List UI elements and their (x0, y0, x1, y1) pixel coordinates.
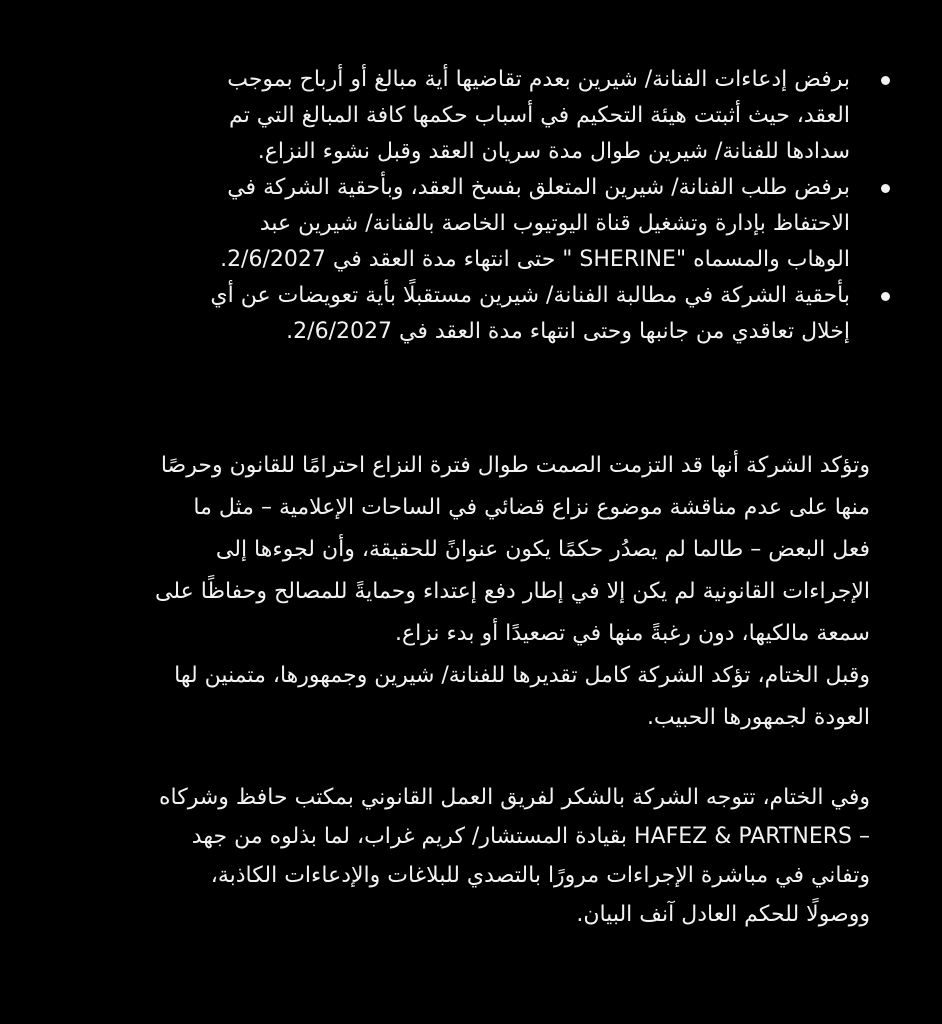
bullet-icon (881, 292, 890, 301)
text-line: بأحقية الشركة في مطالبة الفنانة/ شيرين مستقبلًا بأية تعويضات عن أي (210, 283, 850, 308)
bullet-icon (881, 184, 890, 193)
text-line: إخلال تعاقدي من جانبها وحتى انتهاء مدة العقد في 2/6/2027. (286, 319, 850, 344)
text-line: الاحتفاظ بإدارة وتشغيل قناة اليوتيوب الخاصة بالفنانة/ شيرين عبد (259, 211, 850, 236)
paragraph-closing (70, 778, 870, 934)
list-item (72, 170, 902, 278)
text-line: – HAFEZ & PARTNERS بقيادة المستشار/ كريم غراب، لما بذلوه من جهد (191, 824, 870, 849)
text-line: العقد، حيث أثبتت هيئة التحكيم في أسباب حكمها كافة المبالغ التي تم (229, 103, 850, 128)
text-line: الإجراءات القانونية لم يكن إلا في إطار دفع إعتداء وحمايةً للمصالح وحفاظًا على (155, 579, 870, 604)
text-line: وتؤكد الشركة أنها قد التزمت الصمت طوال فترة النزاع احترامًا للقانون وحرصًا (160, 453, 870, 478)
bullet-icon (881, 76, 890, 85)
text-line: برفض إدعاءات الفنانة/ شيرين بعدم تقاضيها أية مبالغ أو أرباح بموجب (227, 67, 850, 92)
bullet-list (72, 62, 902, 350)
list-item (72, 62, 902, 170)
text-line: وقبل الختام، تؤكد الشركة كامل تقديرها للفنانة/ شيرين وجمهورها، متمنين لها (174, 663, 870, 688)
text-line: وتفاني في مباشرة الإجراءات مرورًا بالتصدي للبلاغات والإدعاءات الكاذبة، (210, 863, 870, 888)
paragraph-statement (70, 445, 870, 739)
text-line: العودة لجمهورها الحبيب. (646, 705, 870, 730)
text-line: سدادها للفنانة/ شيرين طوال مدة سريان العقد وقبل نشوء النزاع. (257, 139, 850, 164)
text-line: فعل البعض – طالما لم يصدُر حكمًا يكون عنوانً للحقيقة، وأن لجوءها إلى (215, 537, 870, 562)
text-line: ووصولًا للحكم العادل آنف البيان. (576, 902, 870, 927)
text-line: منها على عدم مناقشة موضوع نزاع قضائي في الساحات الإعلامية – مثل ما (193, 495, 870, 520)
text-line: وفي الختام، تتوجه الشركة بالشكر لفريق العمل القانوني بمكتب حافظ وشركاه (159, 785, 870, 810)
text-line: الوهاب والمسماه "SHERINE " حتى انتهاء مدة العقد في 2/6/2027. (220, 247, 850, 272)
list-item (72, 278, 902, 350)
text-line: برفض طلب الفنانة/ شيرين المتعلق بفسخ العقد، وبأحقية الشركة في (227, 175, 850, 200)
text-line: سمعة مالكيها، دون رغبةً منها في تصعيدًا أو بدء نزاع. (394, 621, 870, 646)
